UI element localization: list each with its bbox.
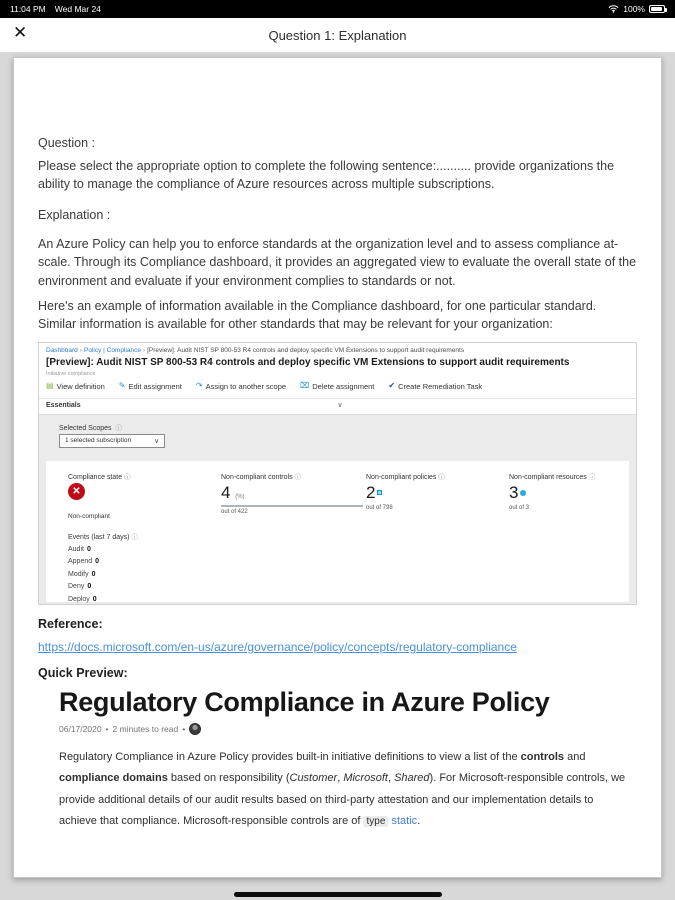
- metrics-box: [46, 461, 629, 602]
- event-row-deploy: Deploy 0: [68, 595, 97, 603]
- question-text: Please select the appropriate option to complete the following sentence:.......... provide organizations the ability to manage the compliance of Azure resources across multiple subscriptions.: [38, 159, 615, 192]
- article-date: 06/17/2020: [59, 723, 102, 734]
- quick-preview-label: Quick Preview:: [38, 665, 128, 680]
- home-indicator[interactable]: [234, 892, 442, 897]
- dashboard-toolbar: [46, 382, 630, 391]
- non-compliant-badge-icon: ✕: [68, 483, 85, 500]
- azure-dashboard-screenshot: [38, 342, 637, 605]
- breadcrumb: Dashboard › Policy | Compliance › [Preview]: Audit NIST SP 800-53 R4 controls and deploy specific VM Extensions to support audit requirements: [46, 346, 465, 354]
- inline-code-type: type: [363, 816, 388, 827]
- compliance-state-label: Compliance state ⓘ: [68, 473, 131, 481]
- status-date: Wed Mar 24: [54, 4, 101, 14]
- status-bar: [0, 0, 675, 18]
- view-definition-label: View definition: [56, 381, 105, 391]
- info-icon: ⓘ: [124, 473, 131, 481]
- controls-progress-bar: [221, 505, 363, 507]
- info-icon: ⓘ: [588, 473, 596, 481]
- assignment-title: [Preview]: Audit NIST SP 800-53 R4 controls and deploy specific VM Extensions to support audit requirements: [46, 356, 570, 368]
- article-read-time: 2 minutes to read: [112, 723, 179, 734]
- info-icon: ⓘ: [294, 473, 302, 481]
- resource-dot-icon: [520, 490, 526, 496]
- noncompliant-policies-value: 2: [366, 483, 382, 503]
- view-definition-icon: ▤: [46, 381, 54, 391]
- info-icon: ⓘ: [131, 533, 138, 541]
- app-header: [0, 18, 675, 52]
- noncompliant-controls-label: Non-compliant controls ⓘ: [221, 473, 302, 481]
- edit-assignment-label: Edit assignment: [128, 381, 182, 391]
- article-meta: 06/17/2020 • 2 minutes to read •: [59, 723, 631, 735]
- event-row-append: Append 0: [68, 558, 100, 566]
- event-row-audit: Audit 0: [68, 545, 91, 553]
- edit-assignment-button[interactable]: [119, 382, 182, 391]
- policy-square-icon: [377, 490, 382, 495]
- event-row-modify: Modify 0: [68, 570, 96, 578]
- reference-link[interactable]: https://docs.microsoft.com/en-us/azure/governance/policy/concepts/regulatory-compliance: [38, 639, 517, 654]
- content-card: [13, 57, 662, 878]
- explanation-label: Explanation :: [38, 208, 111, 223]
- battery-icon: [649, 5, 665, 13]
- compliance-state-value: Non-compliant: [68, 512, 110, 520]
- event-row-deny: Deny 0: [68, 583, 92, 591]
- noncompliant-resources-value: 3: [509, 483, 526, 503]
- reference-label: Reference:: [38, 616, 103, 631]
- explanation-para-1: An Azure Policy can help you to enforce standards at the organization level and to assess compliance at-scale. Through its Compliance dashboard, it provides an aggregated view to evaluate the overall state of the environment and evaluate if your environment complies to standards or not.: [38, 237, 637, 288]
- toolbar-divider: [39, 398, 636, 399]
- policies-out-of: out of 798: [366, 504, 393, 511]
- remediation-check-icon: ✔: [388, 381, 396, 391]
- assign-scope-button[interactable]: [196, 382, 286, 391]
- create-remediation-button[interactable]: [388, 382, 482, 391]
- edit-icon: ✎: [118, 381, 126, 391]
- scope-dropdown[interactable]: [59, 434, 165, 448]
- breadcrumb-current: [Preview]: Audit NIST SP 800-53 R4 controls and deploy specific VM Extensions to support audit requirements: [147, 346, 465, 354]
- info-icon: ⓘ: [438, 473, 445, 481]
- delete-icon: ⌧: [300, 381, 310, 391]
- battery-percent: 100%: [623, 4, 645, 14]
- essentials-label: Essentials: [46, 401, 81, 409]
- noncompliant-resources-label: Non-compliant resources ⓘ: [509, 473, 596, 481]
- info-icon: ⓘ: [115, 424, 122, 432]
- view-definition-button[interactable]: [46, 382, 105, 391]
- noncompliant-policies-label: Non-compliant policies ⓘ: [366, 473, 445, 481]
- delete-assignment-button[interactable]: [300, 382, 374, 391]
- page-title: Question 1: Explanation: [268, 28, 407, 43]
- essentials-collapse-icon[interactable]: ∨: [337, 401, 343, 409]
- article-title: Regulatory Compliance in Azure Policy: [59, 686, 550, 717]
- static-link[interactable]: static: [391, 815, 418, 828]
- create-remediation-label: Create Remediation Task: [398, 381, 483, 391]
- article-preview: [59, 687, 631, 833]
- question-label: Question :: [38, 136, 95, 150]
- controls-out-of: out of 422: [221, 508, 248, 515]
- article-paragraph: Regulatory Compliance in Azure Policy provides built-in initiative definitions to view a list of the controls and compliance domains based on responsibility (Customer, Microsoft, Shared). For Microsoft-responsible controls, we provide additional details of our audit results based on third-party attestation and our implementation details to achieve that compliance. Microsoft-responsible controls are of type static.: [59, 750, 626, 828]
- compliance-panel: [39, 414, 636, 604]
- resources-out-of: out of 3: [509, 504, 530, 511]
- wifi-icon: [608, 4, 619, 15]
- assignment-subtitle: Initiative compliance: [46, 370, 96, 377]
- selected-scopes-label: Selected Scopes ⓘ: [59, 424, 122, 432]
- status-time: 11:04 PM: [10, 4, 46, 14]
- author-avatar: [189, 723, 201, 735]
- delete-assignment-label: Delete assignment: [312, 381, 375, 391]
- assign-scope-label: Assign to another scope: [205, 381, 287, 391]
- events-label: Events (last 7 days) ⓘ: [68, 533, 138, 541]
- scope-dropdown-value: 1 selected subscription: [65, 437, 132, 445]
- assign-icon: ↷: [195, 381, 203, 391]
- noncompliant-controls-value: 4 (%): [221, 482, 245, 502]
- explanation-para-2: Here's an example of information available in the Compliance dashboard, for one particular standard. Similar information is available for other standards that may be relevant for your organization:: [38, 298, 597, 331]
- close-icon[interactable]: ✕: [13, 23, 28, 42]
- breadcrumb-dashboard-link[interactable]: Dashboard: [46, 346, 78, 354]
- chevron-down-icon: ∨: [154, 437, 159, 445]
- breadcrumb-policy-link[interactable]: Policy | Compliance: [83, 346, 141, 354]
